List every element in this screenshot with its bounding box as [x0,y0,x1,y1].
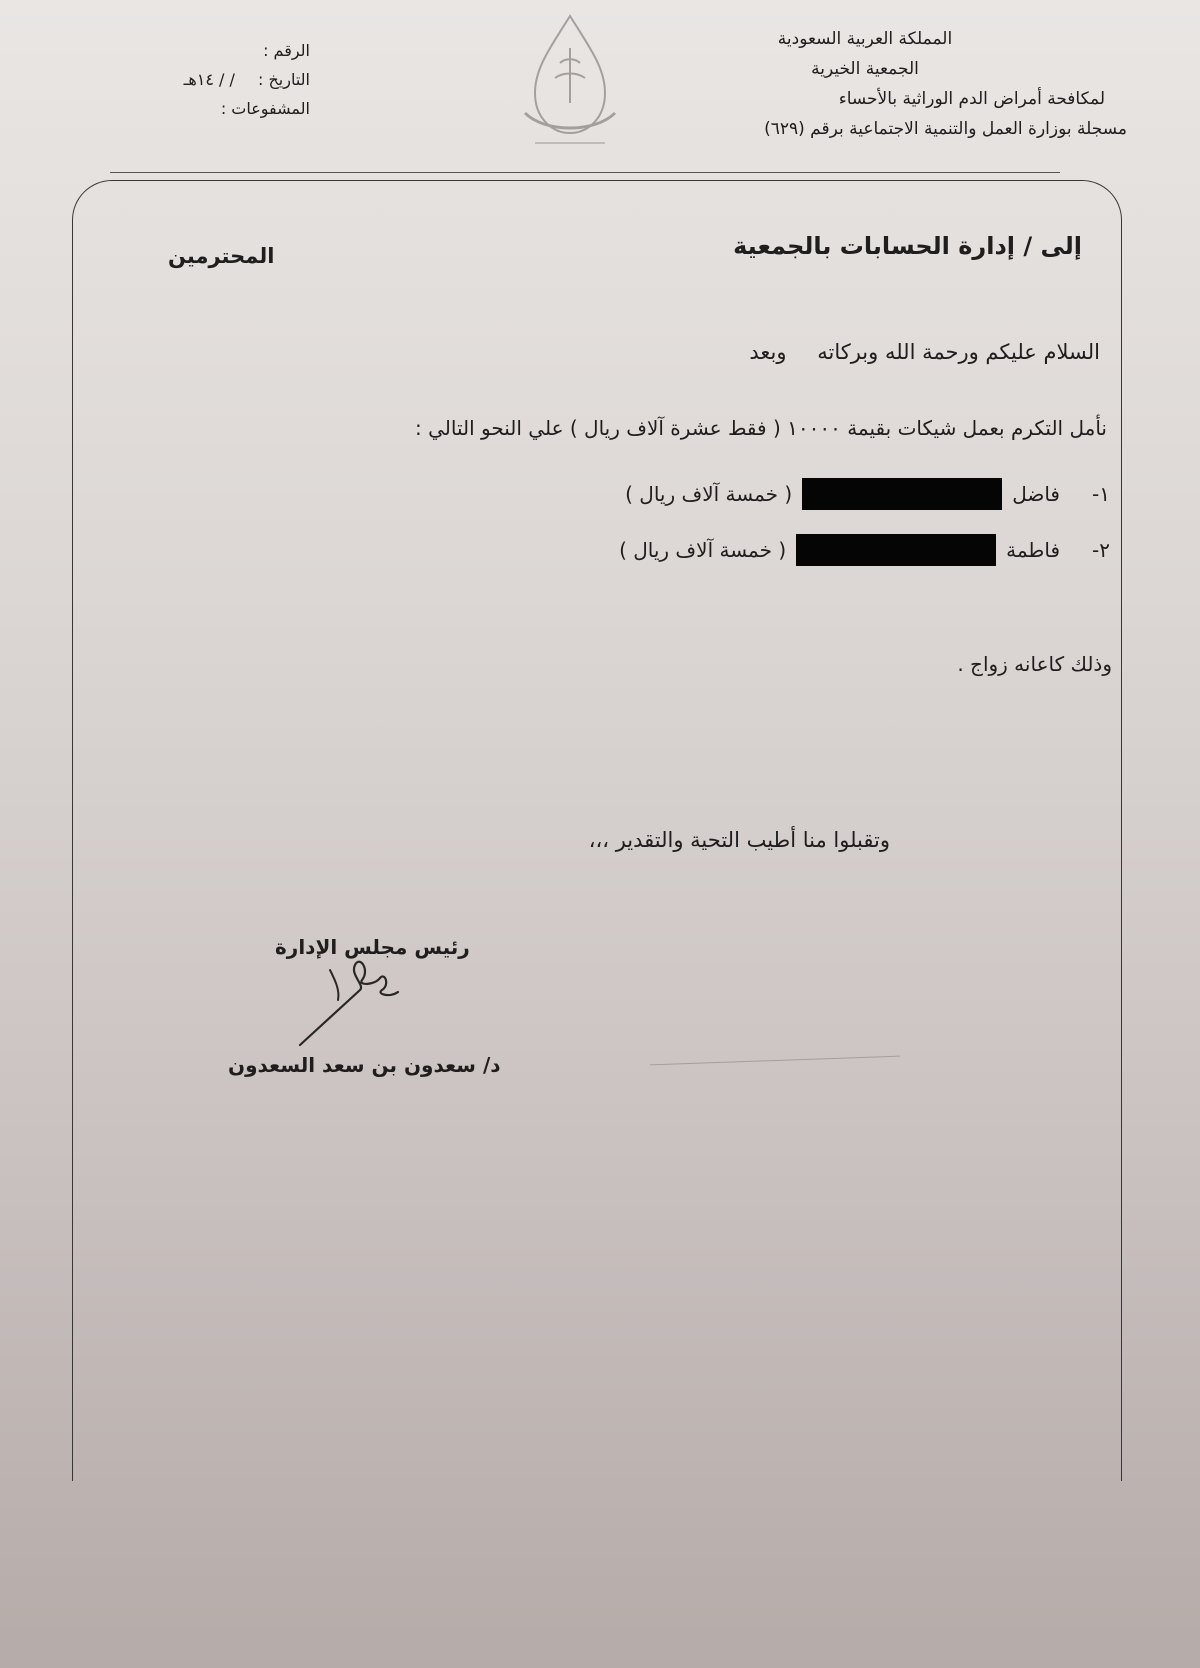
purpose-line: وذلك كاعانه زواج . [957,652,1112,676]
date-row [60,65,310,94]
request-paragraph: نأمل التكرم بعمل شيكات بقيمة ١٠٠٠٠ ( فقط عشرة آلاف ريال ) علي النحو التالي : [415,416,1107,440]
signatory-name: د/ سعدون بن سعد السعدون [228,1053,501,1077]
society-logo-icon [505,8,635,158]
date-label: التاريخ : [257,70,310,89]
item-name: فاطمة [1006,538,1060,562]
registration-line: مسجلة بوزارة العمل والتنمية الاجتماعية برقم (٦٢٩) [764,119,1127,139]
date-value: / / ١٤هـ [183,70,235,89]
item-name: فاضل [1012,482,1060,506]
society-purpose: لمكافحة أمراض الدم الوراثية بالأحساء [838,89,1105,109]
list-item [625,478,1110,510]
handwritten-signature-icon [290,950,420,1050]
item-amount: ( خمسة آلاف ريال ) [625,482,793,506]
redaction-bar [802,478,1002,510]
reference-fields [60,36,310,123]
header-divider [110,172,1060,173]
signatory-title: رئيس مجلس الإدارة [275,935,470,959]
greeting [749,340,1100,364]
addressee: إلى / إدارة الحسابات بالجمعية [733,232,1082,260]
salutation-respected: المحترمين [168,244,275,268]
item-number: ١- [1092,482,1110,506]
reference-number-label: الرقم : [263,41,310,60]
country-name: المملكة العربية السعودية [777,29,953,49]
organization-header [625,24,1127,144]
item-amount: ( خمسة آلاف ريال ) [619,538,787,562]
item-number: ٢- [1092,538,1110,562]
greeting-text: السلام عليكم ورحمة الله وبركاته [817,340,1100,364]
list-item [619,534,1110,566]
attachments-label: المشفوعات : [220,99,310,118]
society-name: الجمعية الخيرية [811,59,919,79]
redaction-bar [796,534,996,566]
closing-line: وتقبلوا منا أطيب التحية والتقدير ،،، [588,828,890,852]
greeting-after: وبعد [749,340,787,364]
